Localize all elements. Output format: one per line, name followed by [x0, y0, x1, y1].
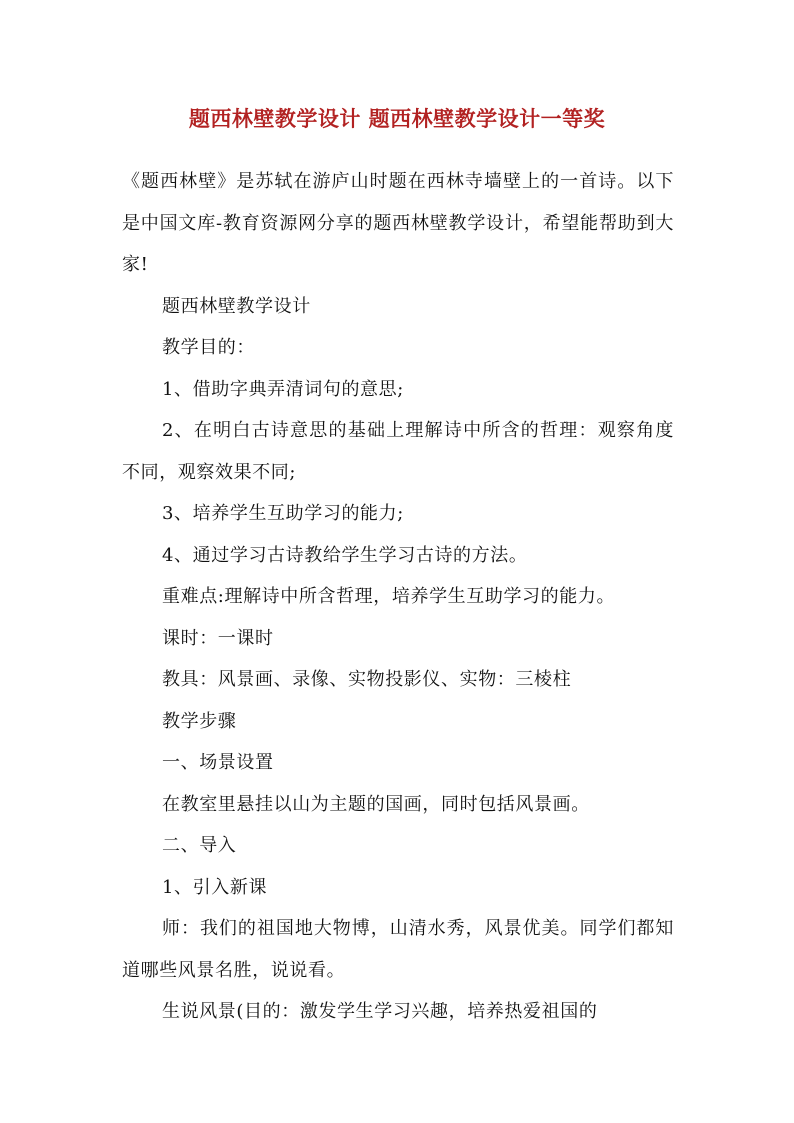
paragraph: 2、在明白古诗意思的基础上理解诗中所含的哲理：观察角度不同，观察效果不同; — [122, 420, 674, 483]
paragraph: 3、培养学生互助学习的能力; — [162, 503, 404, 524]
paragraph: 重难点:理解诗中所含哲理，培养学生互助学习的能力。 — [162, 586, 616, 607]
paragraph: 一、场景设置 — [162, 752, 274, 773]
section-heading: 题西林壁教学设计 — [162, 295, 311, 317]
paragraph: 师：我们的祖国地大物博，山清水秀，风景优美。同学们都知道哪些风景名胜，说说看。 — [122, 918, 674, 981]
paragraph: 教具：风景画、录像、实物投影仪、实物：三棱柱 — [162, 669, 572, 690]
document-body — [122, 161, 674, 1033]
paragraph: 4、通过学习古诗教给学生学习古诗的方法。 — [162, 544, 528, 566]
paragraph: 生说风景(目的：激发学生学习兴趣，培养热爱祖国的 — [162, 1001, 598, 1022]
paragraph: 课时：一课时 — [162, 627, 274, 649]
intro-paragraph: 《题西林壁》是苏轼在游庐山时题在西林寺墙壁上的一首诗。以下是中国文库-教育资源网分享的题西林壁教学设计，希望能帮助到大家! — [122, 171, 674, 275]
paragraph: 二、导入 — [162, 835, 237, 856]
paragraph: 在教室里悬挂以山为主题的国画，同时包括风景画。 — [162, 793, 590, 815]
paragraph: 教学目的： — [162, 337, 255, 358]
document-title: 题西林壁教学设计 题西林壁教学设计一等奖 — [188, 106, 606, 131]
paragraph: 教学步骤 — [162, 710, 237, 732]
paragraph: 1、引入新课 — [162, 876, 268, 898]
paragraph: 1、借助字典弄清词句的意思; — [162, 378, 404, 400]
